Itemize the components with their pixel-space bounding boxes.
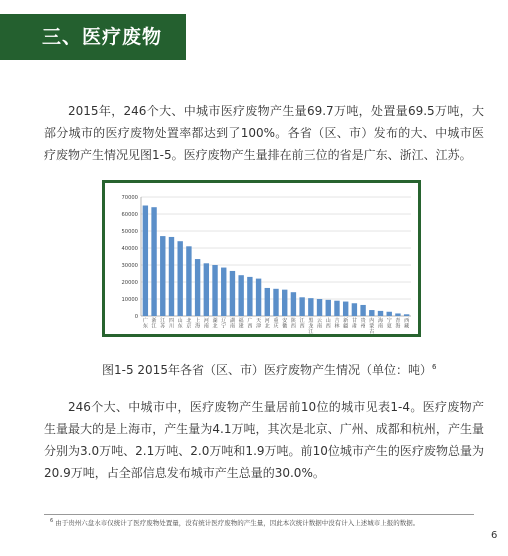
category-label: 河南 — [203, 318, 209, 330]
bar — [265, 288, 270, 316]
footnote-mark: 6 — [50, 518, 54, 524]
bar — [378, 311, 383, 316]
bar — [395, 313, 400, 316]
category-label: 宁夏 — [386, 318, 392, 330]
category-label: 陕西 — [290, 318, 296, 330]
bar — [273, 289, 278, 316]
bar — [256, 279, 261, 316]
category-label: 天津 — [256, 318, 262, 330]
bar — [177, 241, 182, 316]
bar — [186, 246, 191, 316]
y-tick-label: 20000 — [121, 280, 138, 286]
bar — [291, 292, 296, 316]
category-label: 江苏 — [160, 318, 166, 330]
y-tick-label: 0 — [134, 314, 138, 320]
category-label: 浙江 — [151, 318, 157, 330]
bar — [404, 314, 409, 316]
page-number: 6 — [491, 530, 498, 541]
category-label: 福建 — [238, 318, 244, 330]
category-label: 重庆 — [273, 318, 279, 330]
y-tick-label: 70000 — [121, 195, 138, 201]
section-banner — [0, 14, 186, 60]
bar — [352, 303, 357, 316]
category-label: 北京 — [186, 318, 192, 330]
category-label: 江西 — [299, 318, 305, 330]
detail-paragraph: 246个大、中城市中，医疗废物产生量居前10位的城市见表1-4。医疗废物产生量最大的是上海市，产生量为4.1万吨，其次是北京、广州、成都和杭州，产生量分别为3.0万吨、2.1万吨、2.0万吨和1.9万吨。前10位城市产生的医疗废物总量为20.9万吨，占全部信息发布城市产生总量的30.0%。 — [44, 400, 484, 480]
category-label: 云南 — [317, 318, 323, 330]
category-label: 黑龙江 — [308, 318, 314, 334]
category-label: 西藏 — [404, 318, 410, 330]
y-tick-label: 50000 — [121, 229, 138, 235]
y-tick-label: 60000 — [121, 212, 138, 218]
bar — [369, 310, 374, 316]
category-label: 广东 — [142, 318, 148, 330]
category-label: 湖南 — [229, 318, 235, 330]
bar — [282, 290, 287, 316]
section-title: 三、医疗废物 — [42, 26, 163, 48]
footnote-divider — [44, 514, 474, 515]
caption-footnote-mark: 6 — [431, 363, 437, 371]
intro-paragraph: 2015年，246个大、中城市医疗废物产生量69.7万吨，处置量69.5万吨，大部分城市的医疗废物处置率都达到了100%。各省（区、市）发布的大、中城市医疗废物产生情况见图1-5。医疗废物产生量排在前三位的省是广东、浙江、江苏。 — [44, 104, 484, 162]
category-label: 青海 — [395, 318, 401, 330]
y-tick-label: 10000 — [121, 297, 138, 303]
bar — [151, 207, 156, 316]
bar — [212, 265, 217, 316]
bar — [317, 299, 322, 316]
bar — [230, 271, 235, 316]
category-label: 湖北 — [212, 318, 218, 330]
bar — [343, 302, 348, 316]
category-label: 山东 — [177, 318, 183, 330]
bar — [238, 275, 243, 316]
category-label: 上海 — [195, 318, 201, 330]
bar — [160, 236, 165, 316]
y-tick-label: 40000 — [121, 246, 138, 252]
bar — [143, 206, 148, 317]
bar — [299, 297, 304, 316]
bar — [387, 312, 392, 316]
footnote — [50, 518, 419, 527]
bar — [247, 277, 252, 316]
category-label: 山西 — [325, 318, 331, 330]
bar — [326, 300, 331, 316]
category-label: 辽宁 — [221, 318, 227, 330]
category-label: 四川 — [168, 318, 174, 330]
figure-caption — [102, 361, 436, 378]
caption-text: 图1-5 2015年各省（区、市）医疗废物产生情况（单位：吨） — [102, 363, 432, 377]
bar — [169, 237, 174, 316]
bar — [308, 298, 313, 316]
bar — [195, 259, 200, 316]
bar — [204, 263, 209, 316]
category-label: 海南 — [378, 318, 384, 330]
category-label: 贵州 — [360, 318, 366, 330]
chart-frame — [102, 180, 421, 337]
category-label: 吉林 — [334, 318, 340, 330]
bar — [221, 268, 226, 316]
category-label: 内蒙古 — [369, 318, 375, 334]
category-label: 广西 — [247, 318, 253, 330]
bar — [360, 305, 365, 316]
category-label: 新疆 — [343, 318, 349, 330]
footnote-text: 由于贵州六盘水市仅统计了医疗废物处置量，没有统计医疗废物的产生量，因此本次统计数据中没有计入上述城市上报的数据。 — [55, 519, 420, 528]
bar — [334, 301, 339, 316]
category-label: 甘肃 — [351, 318, 357, 330]
category-label: 安徽 — [282, 318, 288, 330]
bar-chart — [105, 183, 418, 334]
category-label: 河北 — [264, 318, 270, 330]
y-tick-label: 30000 — [121, 263, 138, 269]
